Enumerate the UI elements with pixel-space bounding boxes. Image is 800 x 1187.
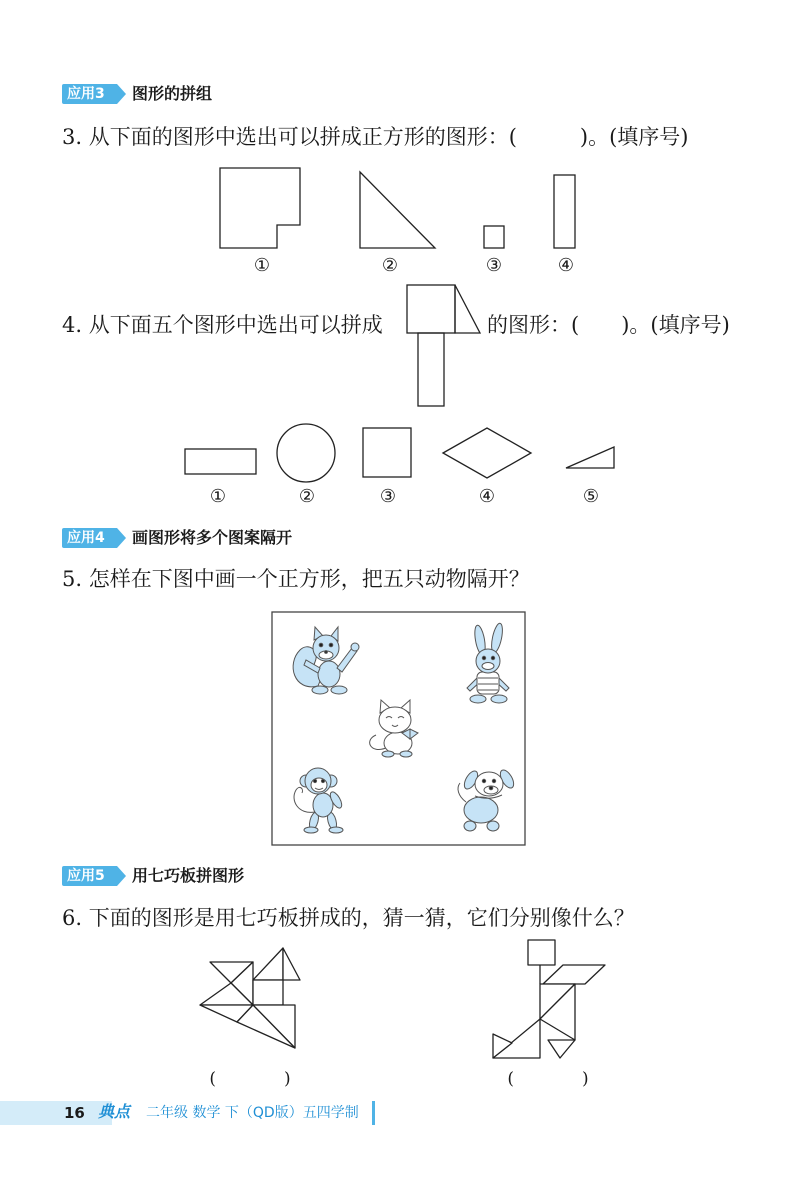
q4-label-2: ② [298, 486, 316, 507]
q4-label-4: ④ [478, 486, 496, 507]
publisher-logo: 典点 [98, 1102, 131, 1121]
tangram-figure-right [493, 940, 605, 1058]
q6-answer-blank-left: ( ) [209, 1069, 291, 1089]
section-tag-5: 应用5 [62, 866, 117, 886]
q4-question-text-before: 4. 从下面五个图形中选出可以拼成 [62, 313, 383, 337]
cat-icon [370, 700, 418, 757]
book-info: 二年级 数学 下（QD版）五四学制 [146, 1105, 359, 1121]
q4-question-text-after: 的图形：( )。(填序号) [487, 313, 730, 337]
q4-shape-4-rhombus [443, 428, 531, 478]
tangram-piece [253, 948, 283, 980]
q3-shape-1-notched-square [220, 168, 300, 248]
footer-band [0, 1101, 112, 1125]
q3-label-4: ④ [557, 255, 575, 276]
q3-figures [220, 168, 575, 248]
section-tag-3: 应用3 [62, 84, 117, 104]
q3-shape-2-right-triangle [360, 172, 435, 248]
page-number: 16 [64, 1104, 85, 1122]
section-title-3: 图形的拼组 [132, 84, 213, 103]
footer-divider [372, 1101, 375, 1125]
q3-label-3: ③ [485, 255, 503, 276]
q4-target-triangle [455, 285, 480, 333]
q4-target-rectangle [418, 333, 444, 406]
q4-target-figure [407, 285, 480, 406]
tangram-piece [528, 940, 555, 965]
q4-label-1: ① [209, 486, 227, 507]
q3-label-2: ② [381, 255, 399, 276]
tangram-figure-left [200, 948, 300, 1048]
q6-answer-blank-right: ( ) [507, 1069, 589, 1089]
q3-label-1: ① [253, 255, 271, 276]
q4-label-3: ③ [379, 486, 397, 507]
monkey-icon [294, 768, 344, 833]
q3-question-text: 3. 从下面的图形中选出可以拼成正方形的图形：( )。(填序号) [62, 125, 689, 149]
q4-figures [185, 424, 614, 482]
tangram-piece [283, 948, 300, 980]
q6-question-text: 6. 下面的图形是用七巧板拼成的，猜一猜，它们分别像什么？ [62, 906, 635, 930]
rabbit-icon [467, 622, 509, 703]
q4-shape-1-rectangle [185, 449, 256, 474]
tangram-piece [543, 965, 605, 984]
q4-target-square [407, 285, 455, 333]
section-tag-4: 应用4 [62, 528, 117, 548]
q4-shape-3-square [363, 428, 411, 477]
q3-shape-4-tall-rectangle [554, 175, 575, 248]
q3-shape-3-small-square [484, 226, 504, 248]
tangram-piece [253, 980, 283, 1005]
squirrel-icon [293, 627, 359, 694]
q5-question-text: 5. 怎样在下图中画一个正方形，把五只动物隔开？ [62, 567, 530, 591]
section-title-4: 画图形将多个图案隔开 [132, 528, 293, 547]
dog-icon [458, 768, 516, 831]
tangram-piece [548, 1040, 575, 1058]
q4-label-5: ⑤ [582, 486, 600, 507]
q4-shape-5-triangle [566, 447, 614, 468]
section-title-5: 用七巧板拼图形 [132, 866, 245, 885]
q4-shape-2-circle [277, 424, 335, 482]
